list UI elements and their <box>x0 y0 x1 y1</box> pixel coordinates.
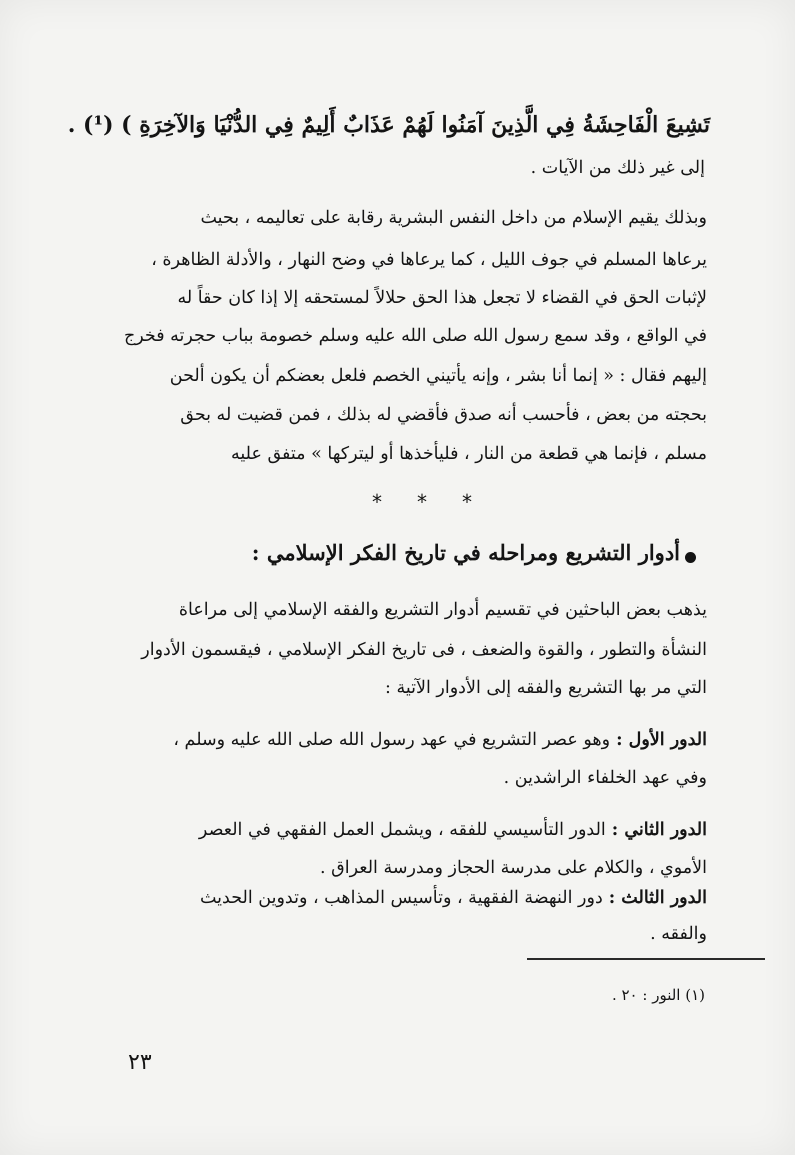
phase-label: الدور الثاني : <box>611 820 707 840</box>
footnote-divider <box>527 958 765 960</box>
footnote: (١) النور : ٢٠ . <box>611 986 705 1004</box>
page-number: ٢٣ <box>128 1050 152 1075</box>
phase-entry <box>199 820 707 840</box>
paragraph-line: إليهم فقال : « إنما أنا بشر ، وإنه يأتيني الخصم فلعل بعضكم أن يكون ألحن <box>169 366 707 386</box>
phase-text: وهو عصر التشريع في عهد رسول الله صلى الله عليه وسلم ، <box>173 730 611 750</box>
verse-line: تَشِيعَ الْفَاحِشَةُ فِي الَّذِينَ آمَنُوا لَهُمْ عَذَابٌ أَلِيمٌ فِي الدُّنْيَا وَالآخِرَةِ ) (¹) . <box>67 112 710 138</box>
phase-label: الدور الأول : <box>616 730 707 750</box>
phase-entry <box>200 888 707 908</box>
phase-continuation: الأموي ، والكلام على مدرسة الحجاز ومدرسة العراق . <box>320 858 707 878</box>
phase-continuation: والفقه . <box>650 924 707 944</box>
paragraph-line: في الواقع ، وقد سمع رسول الله صلى الله عليه وسلم خصومة بباب حجرته فخرج <box>123 326 707 346</box>
phase-text: الدور التأسيسي للفقه ، ويشمل العمل الفقهي في العصر <box>198 820 606 840</box>
separator-star: * <box>417 490 427 514</box>
paragraph-line: التي مر بها التشريع والفقه إلى الأدوار الآتية : <box>385 678 707 698</box>
paragraph-line: بحجته من بعض ، فأحسب أنه صدق فأقضي له بذلك ، فمن قضيت له بحق <box>180 405 707 425</box>
paragraph-line: يرعاها المسلم في جوف الليل ، كما يرعاها في وضح النهار ، والأدلة الظاهرة ، <box>151 250 707 270</box>
paragraph-line: مسلم ، فإنما هي قطعة من النار ، فليأخذها أو ليتركها » متفق عليه <box>230 444 707 464</box>
phase-entry <box>173 730 707 750</box>
heading-bullet-icon <box>685 552 696 563</box>
section-heading: أدوار التشريع ومراحله في تاريخ الفكر الإسلامي : <box>251 540 680 565</box>
separator-star: * <box>372 490 382 514</box>
paragraph-line: النشأة والتطور ، والقوة والضعف ، فى تاريخ الفكر الإسلامي ، فيقسمون الأدوار <box>141 640 707 660</box>
paragraph-line: يذهب بعض الباحثين في تقسيم أدوار التشريع والفقه الإسلامي إلى مراعاة <box>178 600 707 620</box>
phase-label: الدور الثالث : <box>608 888 707 908</box>
phase-continuation: وفي عهد الخلفاء الراشدين . <box>503 768 707 788</box>
paragraph-line: وبذلك يقيم الإسلام من داخل النفس البشرية رقابة على تعاليمه ، بحيث <box>200 208 707 228</box>
phase-text: دور النهضة الفقهية ، وتأسيس المذاهب ، وتدوين الحديث <box>199 888 603 908</box>
paragraph-line: لإثبات الحق في القضاء لا تجعل هذا الحق حلالاً لمستحقه إلا إذا كان حقاً له <box>177 288 707 308</box>
verse-followup: إلى غير ذلك من الآيات . <box>530 158 705 178</box>
separator-star: * <box>462 490 472 514</box>
